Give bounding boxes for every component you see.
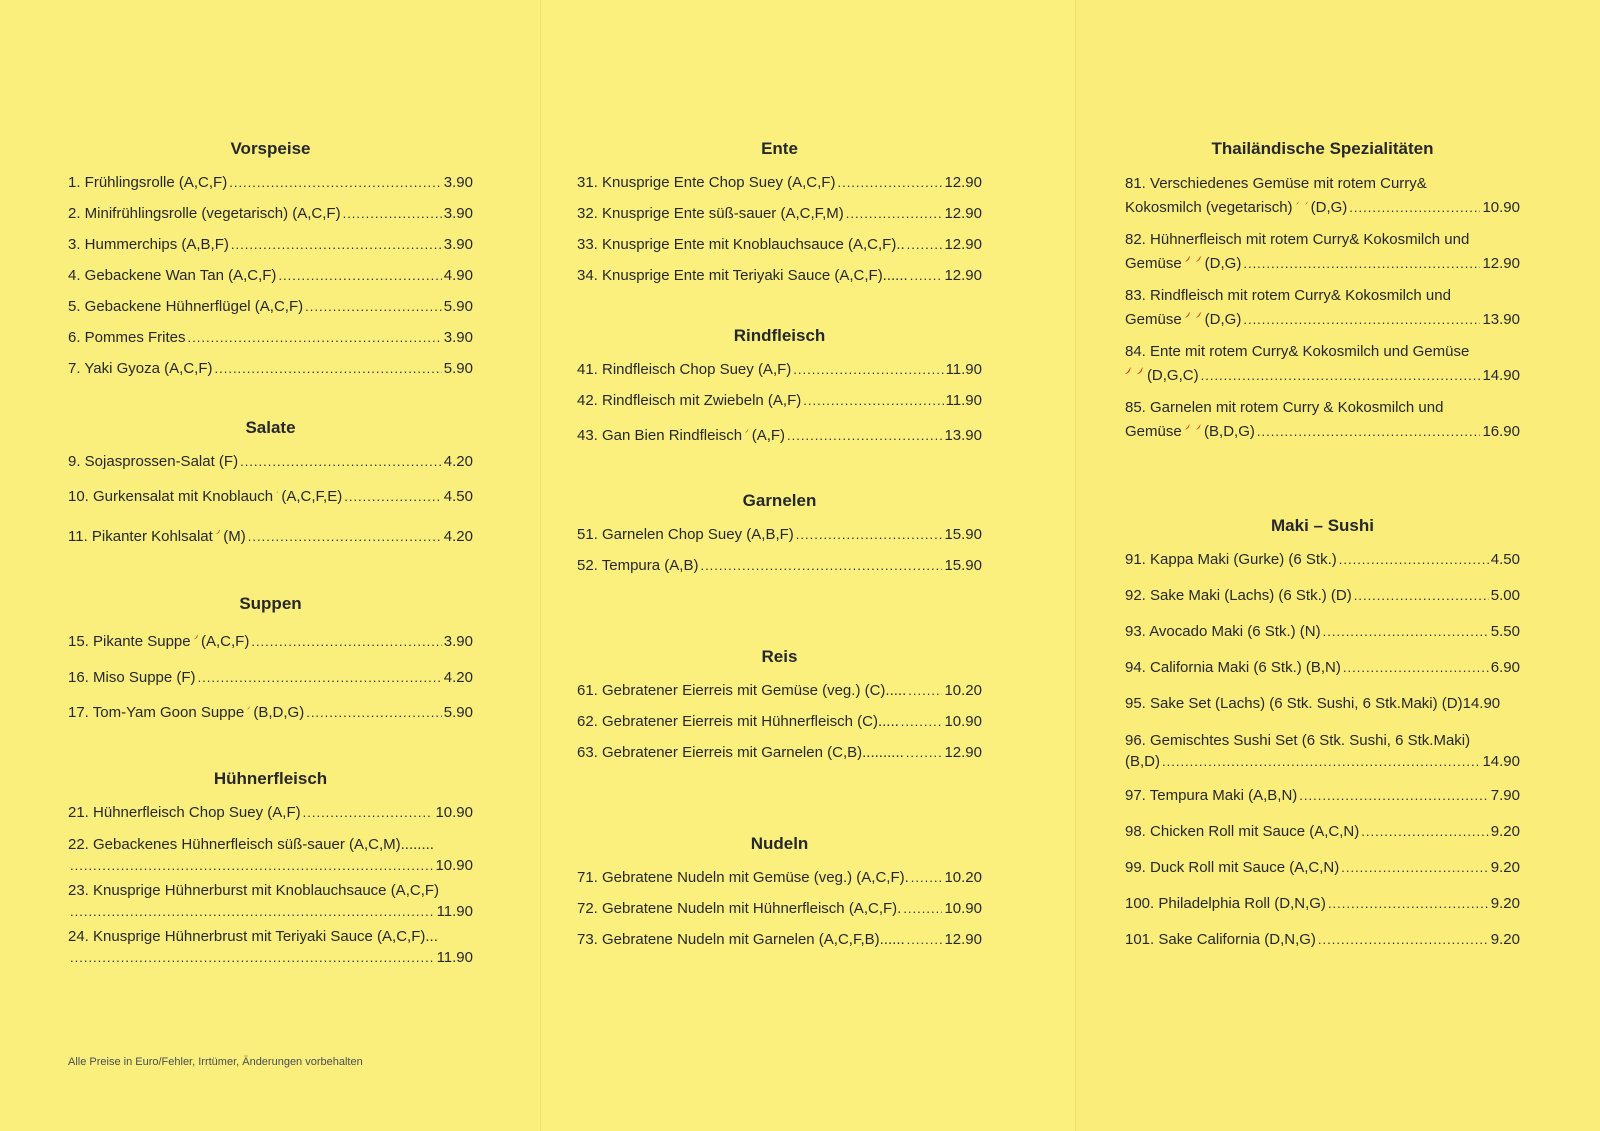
- chili-icon: [1185, 418, 1190, 436]
- chili-icon: [1196, 250, 1201, 268]
- menu-item: 2. Minifrühlingsrolle (vegetarisch) (A,C,F) ..... 3.90: [68, 204, 473, 235]
- section-nudeln: [577, 834, 982, 961]
- menu-item: 51. Garnelen Chop Suey (A,B,F) ..... 15.90: [577, 525, 982, 556]
- menu-item: 22. Gebackenes Hühnerfleisch süß-sauer (A,C,M)........ ..... 10.90: [68, 834, 473, 880]
- chili-icon: [247, 699, 250, 717]
- menu-item: 85. Garnelen mit rotem Curry & Kokosmilch und Gemüse (B,D,G) ..... 16.90: [1125, 397, 1520, 453]
- menu-item: 81. Verschiedenes Gemüse mit rotem Curry& Kokosmilch (vegetarisch) (D,G) ..... 10.90: [1125, 173, 1520, 229]
- menu-item: 32. Knusprige Ente süß-sauer (A,C,F,M) ..... 12.90: [577, 204, 982, 235]
- menu-item: 84. Ente mit rotem Curry& Kokosmilch und Gemüse (D,G,C) ..... 14.90: [1125, 341, 1520, 397]
- menu-item: 4. Gebackene Wan Tan (A,C,F) ..... 4.90: [68, 266, 473, 297]
- section-rindfleisch: [577, 326, 982, 462]
- section-title: Maki – Sushi: [1271, 516, 1374, 535]
- menu-item: 72. Gebratene Nudeln mit Hühnerfleisch (A,C,F). ..... 10.90: [577, 899, 982, 930]
- chili-icon: [276, 483, 278, 501]
- section-vorspeise: [68, 139, 473, 390]
- chili-icon: [1125, 362, 1131, 380]
- section-title: Rindfleisch: [733, 326, 826, 345]
- section-garnelen: [577, 491, 982, 587]
- chili-icon: [1137, 362, 1143, 380]
- menu-item: 62. Gebratener Eierreis mit Hühnerfleisch (C)..... ..... 10.90: [577, 712, 982, 743]
- menu-item: 33. Knusprige Ente mit Knoblauchsauce (A,C,F).. ..... 12.90: [577, 235, 982, 266]
- menu-item: 98. Chicken Roll mit Sauce (A,C,N) ..... 9.20: [1125, 822, 1520, 858]
- menu-item: 52. Tempura (A,B) ..... 15.90: [577, 556, 982, 587]
- chili-icon: [1196, 306, 1201, 324]
- menu-item: 71. Gebratene Nudeln mit Gemüse (veg.) (A,C,F). ..... 10.20: [577, 868, 982, 899]
- menu-item: 23. Knusprige Hühnerburst mit Knoblauchsauce (A,C,F) ..... 11.90: [68, 880, 473, 926]
- menu-item: 9. Sojasprossen-Salat (F) ..... 4.20: [68, 452, 473, 483]
- section-title: Hühnerfleisch: [213, 769, 328, 788]
- chili-icon: [1305, 194, 1308, 212]
- section-title: Nudeln: [750, 834, 809, 853]
- menu-item: 5. Gebackene Hühnerflügel (A,C,F) ..... 5.90: [68, 297, 473, 328]
- menu-item: 61. Gebratener Eierreis mit Gemüse (veg.) (C)..... ..... 10.20: [577, 681, 982, 712]
- menu-item: 7. Yaki Gyoza (A,C,F) ..... 5.90: [68, 359, 473, 390]
- menu-item: 41. Rindfleisch Chop Suey (A,F) ..... 11.90: [577, 360, 982, 391]
- menu-item: 21. Hühnerfleisch Chop Suey (A,F) ..... 10.90: [68, 803, 473, 834]
- menu-item: 11. Pikanter Kohlsalat (M) ..... 4.20: [68, 523, 473, 563]
- menu-item: 83. Rindfleisch mit rotem Curry& Kokosmilch und Gemüse (D,G) ..... 13.90: [1125, 285, 1520, 341]
- menu-item: 93. Avocado Maki (6 Stk.) (N) ..... 5.50: [1125, 622, 1520, 658]
- chili-icon: [1196, 418, 1201, 436]
- menu-item: 17. Tom-Yam Goon Suppe (B,D,G) ..... 5.90: [68, 699, 473, 739]
- menu-item: 16. Miso Suppe (F) ..... 4.20: [68, 668, 473, 699]
- menu-item: 24. Knusprige Hühnerbrust mit Teriyaki Sauce (A,C,F)... ..... 11.90: [68, 926, 473, 972]
- menu-item: 82. Hühnerfleisch mit rotem Curry& Kokosmilch und Gemüse (D,G) ..... 12.90: [1125, 229, 1520, 285]
- section-title: Thailändische Spezialitäten: [1211, 139, 1434, 158]
- section-title: Garnelen: [742, 491, 817, 510]
- menu-item: 96. Gemischtes Sushi Set (6 Stk. Sushi, 6 Stk.Maki) (B,D) ..... 14.90: [1125, 730, 1520, 786]
- menu-item: 95. Sake Set (Lachs) (6 Stk. Sushi, 6 Stk.Maki) (D)14.90: [1125, 695, 1501, 712]
- section-salate: [68, 418, 473, 563]
- section-reis: [577, 647, 982, 774]
- menu-item: 6. Pommes Frites ..... 3.90: [68, 328, 473, 359]
- menu-item: 63. Gebratener Eierreis mit Garnelen (C,B).......... ..... 12.90: [577, 743, 982, 774]
- chili-icon: [216, 523, 220, 541]
- menu-item: 99. Duck Roll mit Sauce (A,C,N) ..... 9.20: [1125, 858, 1520, 894]
- section-title: Vorspeise: [230, 139, 311, 158]
- menu-item: 94. California Maki (6 Stk.) (B,N) ..... 6.90: [1125, 658, 1520, 694]
- menu-item: 10. Gurkensalat mit Knoblauch (A,C,F,E) ..... 4.50: [68, 483, 473, 523]
- menu-item: 34. Knusprige Ente mit Teriyaki Sauce (A,C,F)...... ..... 12.90: [577, 266, 982, 297]
- menu-item: 91. Kappa Maki (Gurke) (6 Stk.) ..... 4.50: [1125, 550, 1520, 586]
- section-title: Reis: [761, 647, 798, 666]
- section-title: Suppen: [239, 594, 302, 613]
- menu-item: 43. Gan Bien Rindfleisch (A,F) ..... 13.90: [577, 422, 982, 462]
- section-suppen: [68, 594, 473, 739]
- menu-item: 15. Pikante Suppe (A,C,F) ..... 3.90: [68, 628, 473, 668]
- chili-icon: [745, 422, 749, 440]
- menu-item: 100. Philadelphia Roll (D,N,G) ..... 9.20: [1125, 894, 1520, 930]
- chili-icon: [1185, 250, 1190, 268]
- section-title: Ente: [761, 139, 798, 158]
- chili-icon: [194, 628, 198, 646]
- section-thai: [1125, 139, 1520, 453]
- menu-item: 97. Tempura Maki (A,B,N) ..... 7.90: [1125, 786, 1520, 822]
- menu-item: 1. Frühlingsrolle (A,C,F) ..... 3.90: [68, 173, 473, 204]
- footer-note: Alle Preise in Euro/Fehler, Irrtümer, Änderungen vorbehalten: [68, 1056, 363, 1068]
- chili-icon: [1185, 306, 1190, 324]
- menu-item: 73. Gebratene Nudeln mit Garnelen (A,C,F,B)...... ..... 12.90: [577, 930, 982, 961]
- menu-item: 42. Rindfleisch mit Zwiebeln (A,F) ..... 11.90: [577, 391, 982, 422]
- menu-item: 92. Sake Maki (Lachs) (6 Stk.) (D) ..... 5.00: [1125, 586, 1520, 622]
- menu-item: 101. Sake California (D,N,G) ..... 9.20: [1125, 930, 1520, 966]
- menu-item: 3. Hummerchips (A,B,F) ..... 3.90: [68, 235, 473, 266]
- section-huehnerfleisch: [68, 769, 473, 972]
- section-ente: [577, 139, 982, 297]
- section-title: Salate: [245, 418, 296, 437]
- chili-icon: [1296, 194, 1299, 212]
- menu-item: 31. Knusprige Ente Chop Suey (A,C,F) ..... 12.90: [577, 173, 982, 204]
- section-maki-sushi: [1125, 516, 1520, 966]
